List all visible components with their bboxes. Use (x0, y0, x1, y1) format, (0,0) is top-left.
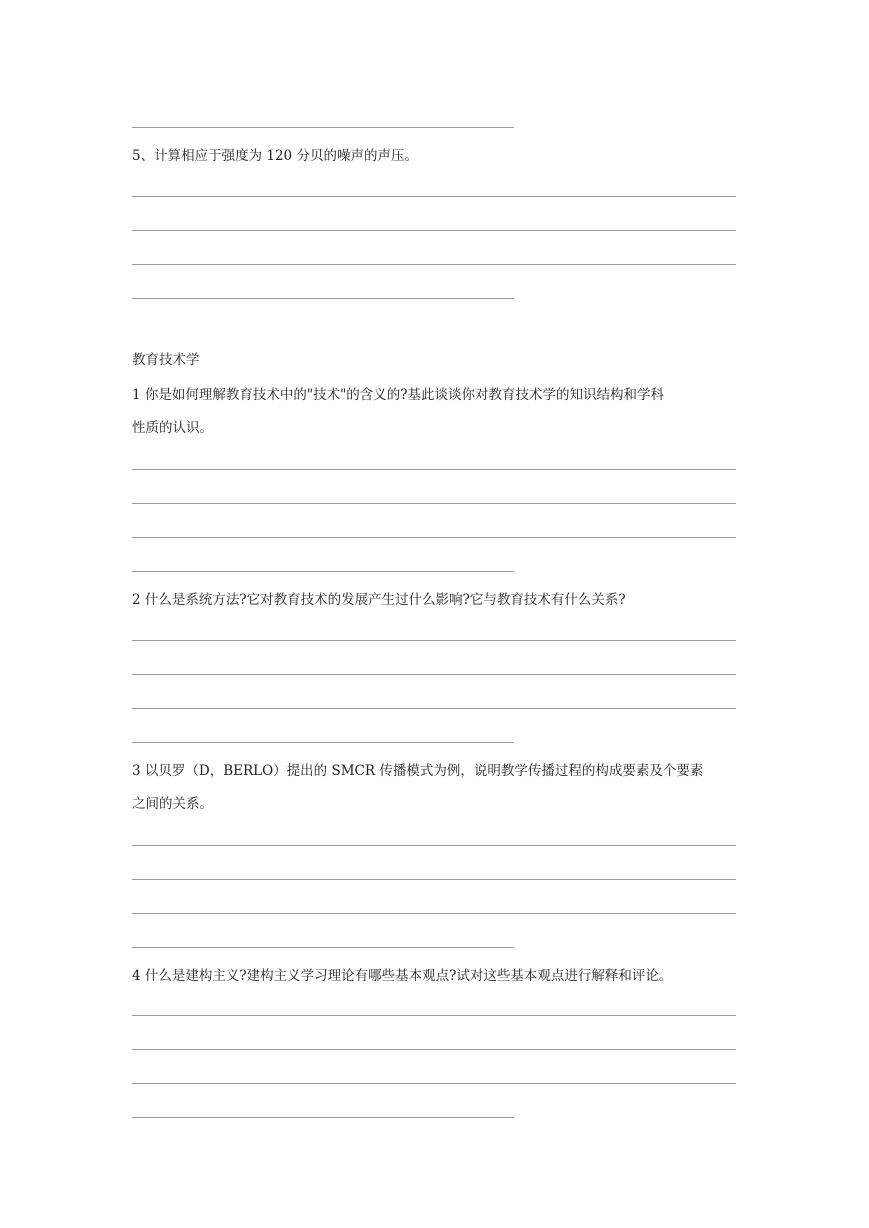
answer-line (132, 708, 736, 709)
question-2-text: 2 什么是系统方法?它对教育技术的发展产生过什么影响?它与教育技术有什么关系? (132, 592, 626, 608)
answer-line (132, 503, 736, 504)
answer-line (132, 1117, 514, 1118)
answer-line (132, 947, 514, 948)
answer-line (132, 879, 736, 880)
answer-line (132, 1049, 736, 1050)
question-1-line-2: 性质的认识。 (132, 420, 213, 436)
answer-line (132, 674, 736, 675)
answer-line (132, 127, 514, 128)
answer-line (132, 640, 736, 641)
question-3-line-2: 之间的关系。 (132, 796, 213, 812)
answer-line (132, 469, 736, 470)
question-4-text: 4 什么是建构主义?建构主义学习理论有哪些基本观点?试对这些基本观点进行解释和评论。 (132, 968, 673, 984)
answer-line (132, 298, 514, 299)
answer-line (132, 264, 736, 265)
answer-line (132, 1015, 736, 1016)
answer-line (132, 196, 736, 197)
section-title: 教育技术学 (132, 352, 200, 368)
question-5-text: 5、计算相应于强度为 120 分贝的噪声的声压。 (132, 148, 418, 164)
answer-line (132, 1083, 736, 1084)
question-3-line-1: 3 以贝罗（D，BERLO）提出的 SMCR 传播模式为例，说明教学传播过程的构成要素及个要素 (132, 763, 704, 779)
answer-line (132, 845, 736, 846)
answer-line (132, 913, 736, 914)
question-1-line-1: 1 你是如何理解教育技术中的"技术"的含义的?基此谈谈你对教育技术学的知识结构和学科 (132, 387, 665, 403)
answer-line (132, 537, 736, 538)
answer-line (132, 742, 514, 743)
answer-line (132, 571, 514, 572)
answer-line (132, 230, 736, 231)
